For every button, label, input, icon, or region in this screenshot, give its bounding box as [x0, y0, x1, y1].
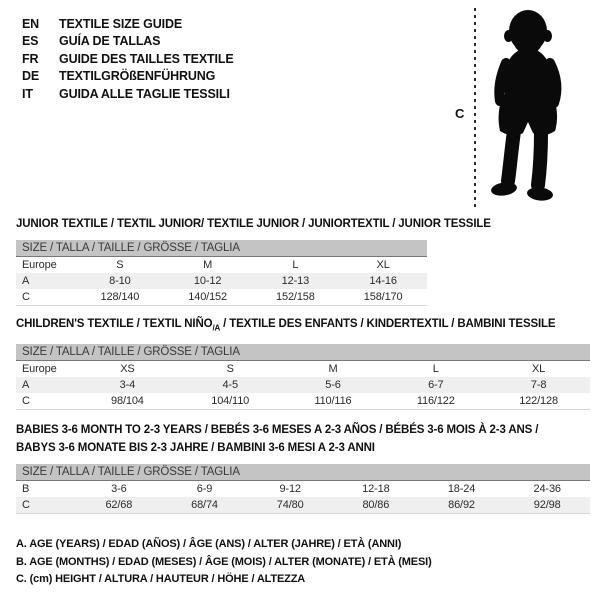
table-cell: 8-10: [109, 275, 131, 287]
babies-title-line1: BABIES 3-6 MONTH TO 2-3 YEARS / BEBÉS 3-6 MESES A 2-3 AÑOS / BÉBÉS 3-6 MOIS À 2-3 ANS /: [16, 424, 539, 436]
table-cell: 80/86: [362, 499, 390, 511]
language-code: ES: [22, 34, 39, 49]
size-column-header: XL: [532, 363, 546, 375]
table-cell: 6-7: [428, 379, 444, 391]
table-cell: 74/80: [276, 499, 304, 511]
row-label: C: [22, 291, 30, 303]
language-title-block: [22, 15, 234, 103]
children-size-table: [16, 344, 590, 410]
legend-line-b: B. AGE (MONTHS) / EDAD (MESES) / ÂGE (MOIS) / ALTER (MONATE) / ETÀ (MESI): [16, 555, 432, 568]
language-code: EN: [22, 16, 40, 31]
table-row: [16, 393, 590, 409]
table-cell: 3-4: [119, 379, 136, 391]
table-row: [16, 273, 427, 289]
table-cell: 9-12: [279, 483, 301, 495]
table-cell: 104/110: [211, 395, 250, 407]
language-code: FR: [22, 51, 39, 66]
table-cell: 110/116: [314, 395, 352, 407]
language-title: GUÍA DE TALLAS: [59, 34, 161, 49]
table-row: [16, 289, 427, 305]
table-row: [16, 377, 590, 393]
table-cell: 152/158: [276, 291, 315, 303]
table-cell: 98/104: [111, 395, 144, 407]
toddler-silhouette-icon: [480, 7, 576, 209]
language-row: [22, 15, 234, 33]
language-title: GUIDE DES TAILLES TEXTILE: [59, 51, 234, 66]
row-label: A: [22, 379, 30, 391]
region-label: Europe: [22, 363, 57, 375]
table-row: [16, 481, 590, 497]
table-cell: 18-24: [447, 483, 476, 495]
height-dashed-line: [474, 8, 476, 210]
table-cell: 158/170: [363, 291, 403, 303]
children-table-title: [16, 318, 555, 332]
table-cell: 92/98: [533, 499, 561, 511]
table-cell: 14-16: [369, 275, 397, 287]
children-title-suffix: / TEXTILE DES ENFANTS / KINDERTEXTIL / BAMBINI TESSILE: [220, 318, 556, 330]
size-column-header: XS: [120, 363, 135, 375]
table-row: [16, 497, 590, 513]
measurement-legend: [16, 536, 432, 589]
columns-row: [16, 257, 427, 273]
size-column-header: XL: [376, 259, 390, 271]
size-header-bar: SIZE / TALLA / TAILLE / GRÖSSE / TAGLIA: [16, 240, 427, 257]
table-cell: 6-9: [196, 483, 213, 495]
table-cell: 3-6: [111, 483, 127, 495]
size-column-header: S: [226, 363, 234, 375]
language-title: TEXTILE SIZE GUIDE: [59, 16, 183, 31]
height-measure-label: C: [455, 106, 465, 121]
size-header-bar: SIZE / TALLA / TAILLE / GRÖSSE / TAGLIA: [16, 344, 590, 361]
size-column-header: L: [292, 259, 299, 271]
table-cell: 4-5: [222, 379, 238, 391]
row-label: C: [22, 395, 30, 407]
size-column-header: S: [116, 259, 124, 271]
babies-title-line2: BABYS 3-6 MONATE BIS 2-3 JAHRE / BAMBINI 3-6 MESI A 2-3 ANNI: [16, 442, 375, 454]
table-cell: 24-36: [533, 483, 561, 495]
table-cell: 7-8: [530, 379, 547, 391]
row-label: C: [22, 499, 30, 511]
table-cell: 12-13: [281, 275, 310, 287]
table-cell: 62/68: [105, 499, 133, 511]
junior-table-title: JUNIOR TEXTILE / TEXTIL JUNIOR/ TEXTILE JUNIOR / JUNIORTEXTIL / JUNIOR TESSILE: [16, 218, 491, 230]
junior-size-table: [16, 240, 427, 306]
language-row: [22, 85, 234, 103]
children-title-sub: /A: [212, 323, 221, 333]
language-title: TEXTILGRÖßENFÜHRUNG: [59, 69, 216, 84]
babies-table-title: [16, 421, 538, 457]
table-cell: 128/140: [100, 291, 140, 303]
size-column-header: M: [328, 363, 338, 375]
legend-line-a: A. AGE (YEARS) / EDAD (AÑOS) / ÂGE (ANS) / ALTER (JAHRE) / ETÀ (ANNI): [16, 538, 402, 550]
table-cell: 68/74: [191, 499, 218, 511]
table-cell: 116/122: [416, 395, 455, 407]
table-cell: 10-12: [193, 275, 222, 287]
legend-line-c: C. (cm) HEIGHT / ALTURA / HAUTEUR / HÖHE / ALTEZZA: [16, 573, 306, 585]
size-column-header: M: [203, 259, 213, 271]
table-cell: 86/92: [448, 499, 475, 511]
language-code: DE: [22, 69, 40, 84]
size-header-bar: SIZE / TALLA / TAILLE / GRÖSSE / TAGLIA: [16, 464, 590, 481]
language-row: [22, 33, 234, 51]
children-title-prefix: CHILDREN'S TEXTILE / TEXTIL NIÑO: [16, 318, 213, 330]
language-code: IT: [22, 86, 33, 101]
row-label: A: [22, 275, 30, 287]
table-cell: 140/152: [188, 291, 227, 303]
babies-size-table: [16, 464, 590, 514]
language-title: GUIDA ALLE TAGLIE TESSILI: [59, 86, 230, 101]
row-label: B: [22, 483, 30, 495]
region-label: Europe: [22, 259, 57, 271]
size-column-header: L: [432, 363, 439, 375]
table-cell: 5-6: [325, 379, 341, 391]
table-cell: 122/128: [519, 395, 558, 407]
table-cell: 12-18: [362, 483, 390, 495]
columns-row: [16, 361, 590, 377]
language-row: [22, 50, 234, 68]
language-row: [22, 68, 234, 86]
